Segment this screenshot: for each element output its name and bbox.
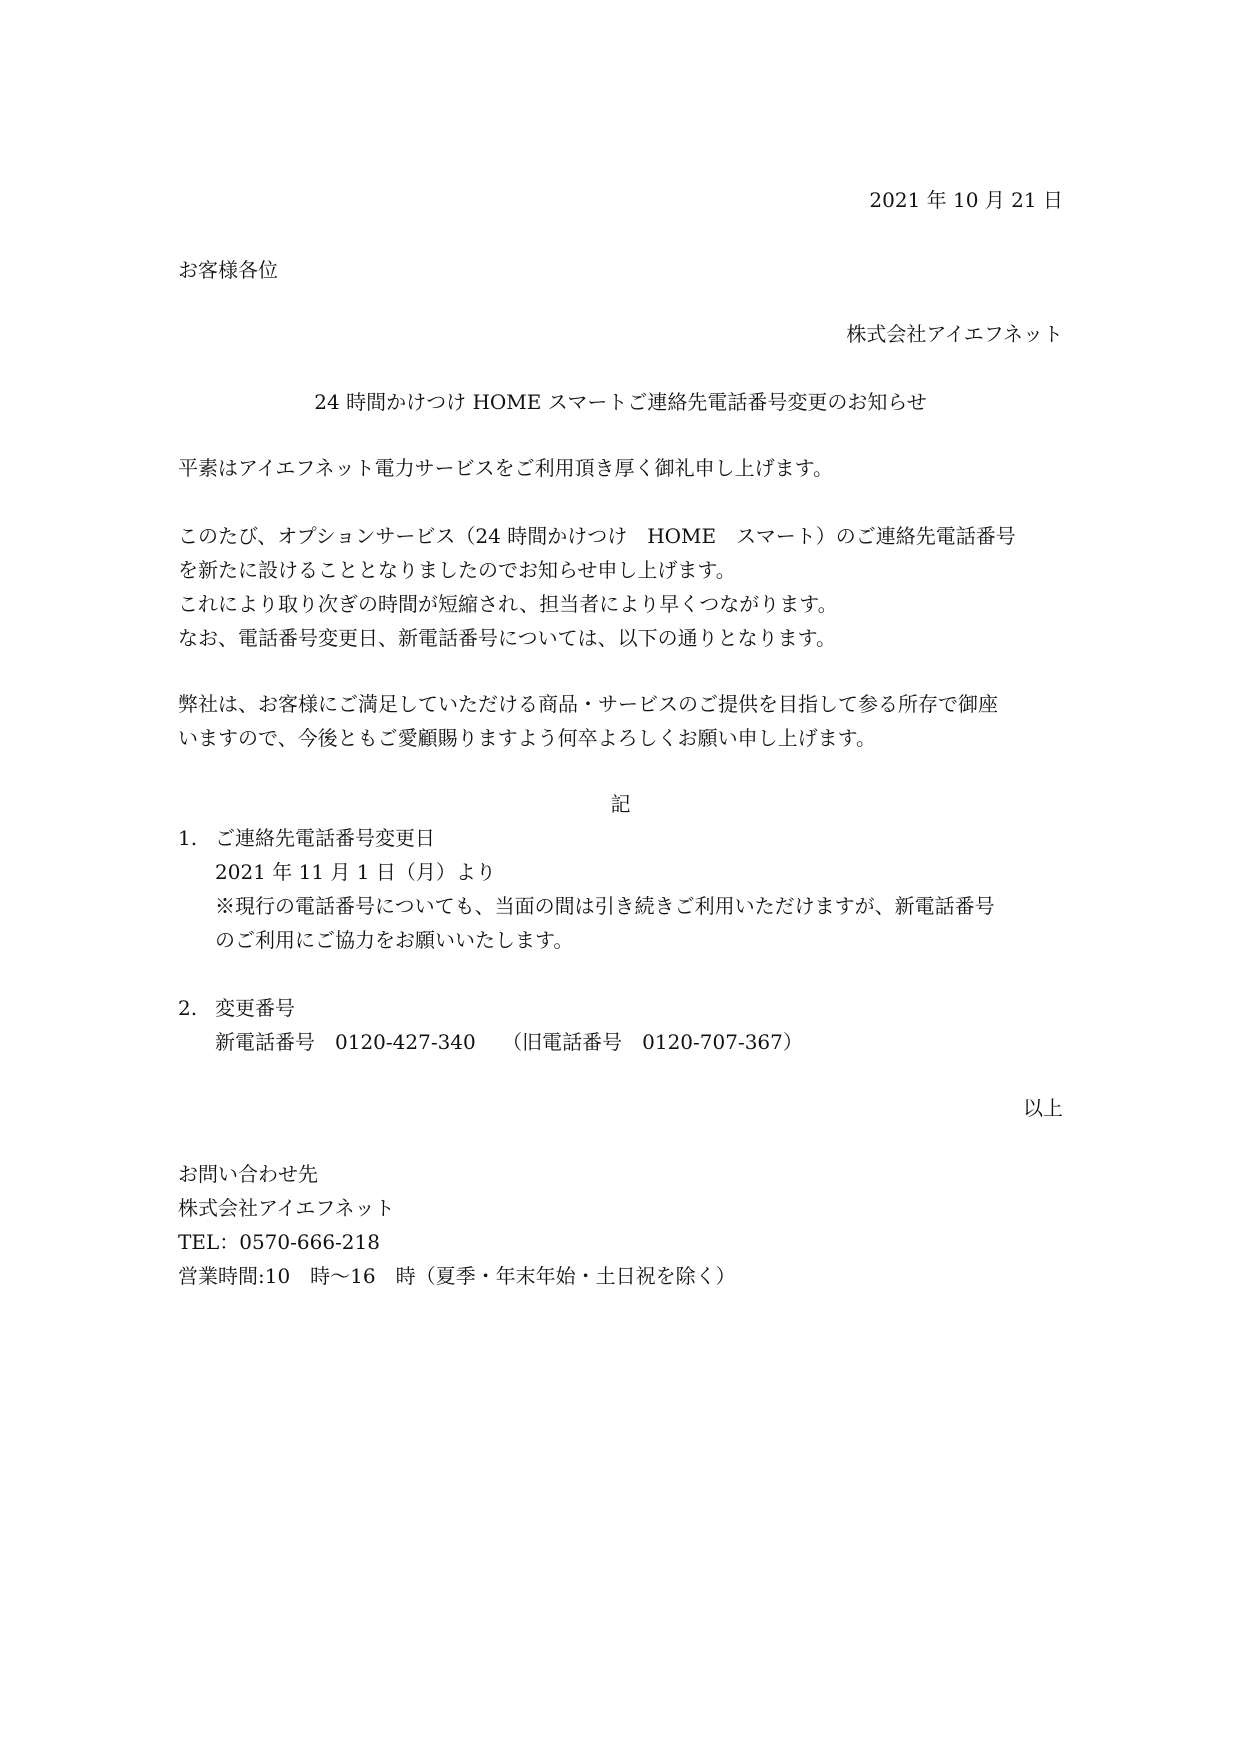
item1-number: 1.	[178, 826, 198, 850]
body-line: なお、電話番号変更日、新電話番号については、以下の通りとなります。	[178, 626, 836, 650]
body-line: これにより取り次ぎの時間が短縮され、担当者により早くつながります。	[178, 592, 838, 616]
document-title: 24 時間かけつけ HOME スマートご連絡先電話番号変更のお知らせ	[314, 390, 927, 414]
item2-heading: 変更番号	[215, 996, 295, 1020]
closing-line: いますので、今後ともご愛顧賜りますよう何卒よろしくお願い申し上げます。	[178, 726, 876, 750]
contact-company: 株式会社アイエフネット	[178, 1196, 395, 1220]
item1-heading: ご連絡先電話番号変更日	[215, 826, 435, 850]
addressee: お客様各位	[178, 258, 278, 282]
item1-date: 2021 年 11 月 1 日（月）より	[215, 860, 496, 884]
phone-numbers-line: 新電話番号 0120-427-340 （旧電話番号 0120-707-367）	[215, 1030, 803, 1054]
closing-line: 弊社は、お客様にご満足していただける商品・サービスのご提供を目指して参る所存で御座	[178, 692, 998, 716]
item1-note-line: ※現行の電話番号についても、当面の間は引き続きご利用いただけますが、新電話番号	[215, 894, 995, 918]
contact-hours: 営業時間:10 時〜16 時（夏季・年末年始・土日祝を除く）	[178, 1264, 736, 1288]
contact-tel: TEL：0570-666-218	[178, 1230, 380, 1254]
body-line: このたび、オプションサービス（24 時間かけつけ HOME スマート）のご連絡先電話番号	[178, 524, 1016, 548]
body-line: を新たに設けることとなりましたのでお知らせ申し上げます。	[178, 558, 736, 582]
sender-company: 株式会社アイエフネット	[846, 322, 1063, 346]
ijou-closing: 以上	[1023, 1096, 1063, 1120]
contact-heading: お問い合わせ先	[178, 1162, 318, 1186]
greeting-paragraph: 平素はアイエフネット電力サービスをご利用頂き厚く御礼申し上げます。	[178, 456, 833, 480]
document-date: 2021 年 10 月 21 日	[869, 188, 1063, 212]
item1-note-line: のご利用にご協力をお願いいたします。	[215, 928, 574, 952]
item2-number: 2.	[178, 996, 198, 1020]
ki-heading: 記	[610, 792, 631, 816]
